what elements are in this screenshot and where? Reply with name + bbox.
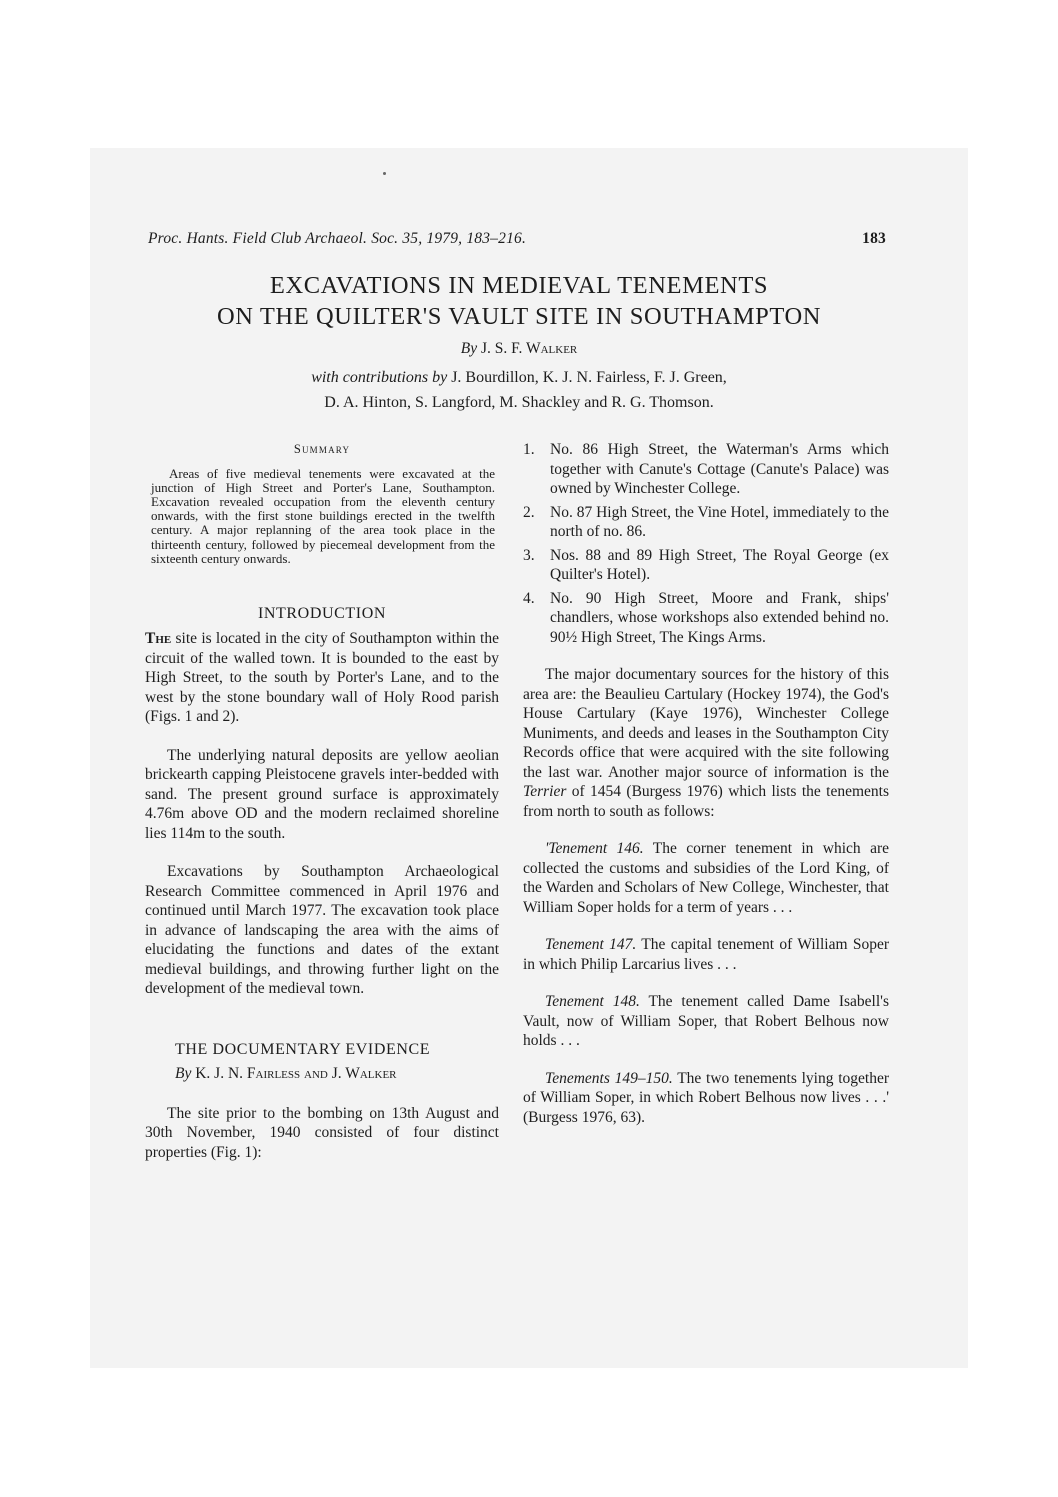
introduction-paragraph-3: Excavations by Southampton Archaeological Research Committee commenced in April 1976 and continued until March 1977. The excavation took place in advance of landscaping the area with the aims of elucidating the functions and dates of the extant medieval buildings, and throwing further light on the development of the medieval town. — [145, 863, 499, 998]
tenement-text: The corner tenement in which are collected the customs and subsidies of the Lord King, of the Warden and Scholars of New College, Winchester, that William Soper holds for a term of years . . . — [523, 840, 889, 916]
tenement-entry — [523, 839, 889, 917]
introduction-paragraph-1-text: site is located in the city of Southampton within the circuit of the walled town. It is bounded to the east by High Street, to the south by Porter's Lane, and to the west by the stone boundary wall of Holy Rood parish (Figs. 1 and 2). — [145, 630, 499, 726]
property-list — [523, 440, 889, 647]
list-item — [523, 503, 889, 542]
byline-prefix: By — [460, 340, 478, 357]
tenement-label: Tenements 149–150. — [545, 1069, 673, 1087]
documentary-authors: K. J. N. Fairless and J. Walker — [195, 1065, 397, 1083]
tenement-label: Tenement 147. — [545, 936, 637, 953]
documentary-byline — [145, 1064, 499, 1084]
list-text: No. 90 High Street, Moore and Frank, ships' chandlers, whose workshops also extended behind no. 90½ High Street, The Kings Arms. — [550, 589, 889, 646]
contributors-line-2: D. A. Hinton, S. Langford, M. Shackley and R. G. Thomson. — [324, 394, 714, 411]
summary-text: Areas of five medieval tenements were excavated at the junction of High Street and Porter's Lane, Southampton. Excavation revealed occupation from the eleventh century onwards, with the first stone buildings erected in the twelfth century. A major replanning of the area took place in the thirteenth century, followed by piecemeal development from the sixteenth century onwards. — [151, 465, 495, 566]
tenement-text: The two tenements lying together of William Soper, in which Robert Belhous now lives . . .' (Burgess 1976, 63). — [523, 1069, 889, 1126]
documentary-paragraph-1: The site prior to the bombing on 13th August and 30th November, 1940 consisted of four distinct properties (Fig. 1): — [145, 1104, 499, 1161]
list-item — [523, 546, 889, 585]
documentary-heading: THE DOCUMENTARY EVIDENCE — [175, 1040, 431, 1058]
tenement-entry — [523, 1069, 889, 1128]
sources-text-end: of 1454 (Burgess 1976) which lists the tenements from north to south as follows: — [523, 783, 889, 820]
byline — [150, 340, 888, 358]
tenement-entry — [523, 935, 889, 974]
tenement-label: Tenement 148. — [545, 993, 640, 1010]
list-text: Nos. 88 and 89 High Street, The Royal George (ex Quilter's Hotel). — [550, 546, 889, 583]
article-title — [150, 270, 888, 332]
journal-citation: Proc. Hants. Field Club Archaeol. Soc. 35, 1979, 183–216. — [148, 230, 527, 247]
sources-text: The major documentary sources for the history of this area are: the Beaulieu Cartulary (Hockey 1974), the God's House Cartulary (Kaye 1976), Winchester College Muniments, and deeds and leases in the Southampton City Records office that were acquired with the site following the last war. Another major source of information is the — [523, 666, 889, 781]
documentary-by-prefix: By — [175, 1065, 192, 1083]
list-item — [523, 589, 889, 648]
running-head — [148, 230, 886, 248]
sources-paragraph — [523, 665, 889, 821]
contributors-line-1: J. Bourdillon, K. J. N. Fairless, F. J. Green, — [451, 369, 727, 386]
introduction-paragraph-1 — [145, 629, 499, 727]
contributors — [150, 365, 888, 415]
right-column — [523, 440, 889, 1127]
introduction-heading: INTRODUCTION — [257, 604, 387, 622]
scan-speck — [383, 172, 386, 175]
contributors-prefix: with contributions by — [311, 369, 448, 386]
list-number: 2. — [523, 503, 535, 521]
title-line-2: ON THE QUILTER'S VAULT SITE IN SOUTHAMPTON — [216, 303, 822, 330]
introduction-paragraph-2: The underlying natural deposits are yellow aeolian brickearth capping Pleistocene gravels inter-bedded with sand. The present ground surface is approximately 4.76m above OD and the modern reclaimed shoreline lies 114m to the south. — [145, 746, 499, 842]
list-number: 1. — [523, 441, 535, 458]
list-number: 4. — [523, 589, 535, 607]
tenement-text: The tenement called Dame Isabell's Vault, now of William Soper, that Robert Belhous now holds . . . — [523, 993, 889, 1049]
summary-heading: Summary — [293, 442, 351, 456]
terrier-title: Terrier — [523, 783, 567, 800]
page-number: 183 — [862, 230, 886, 247]
byline-author: J. S. F. Walker — [480, 340, 578, 357]
list-item — [523, 440, 889, 499]
tenement-entry — [523, 992, 889, 1051]
left-column — [145, 440, 499, 1162]
tenement-text: The capital tenement of William Soper in which Philip Larcarius lives . . . — [523, 936, 889, 973]
tenement-label: 'Tenement 146. — [545, 840, 644, 857]
list-text: No. 87 High Street, the Vine Hotel, immediately to the north of no. 86. — [550, 503, 889, 540]
title-line-1: EXCAVATIONS IN MEDIEVAL TENEMENTS — [269, 272, 769, 299]
drop-word: The — [145, 630, 172, 648]
list-text: No. 86 High Street, the Waterman's Arms which together with Canute's Cottage (Canute's Palace) was owned by Winchester College. — [550, 441, 889, 497]
list-number: 3. — [523, 546, 535, 564]
